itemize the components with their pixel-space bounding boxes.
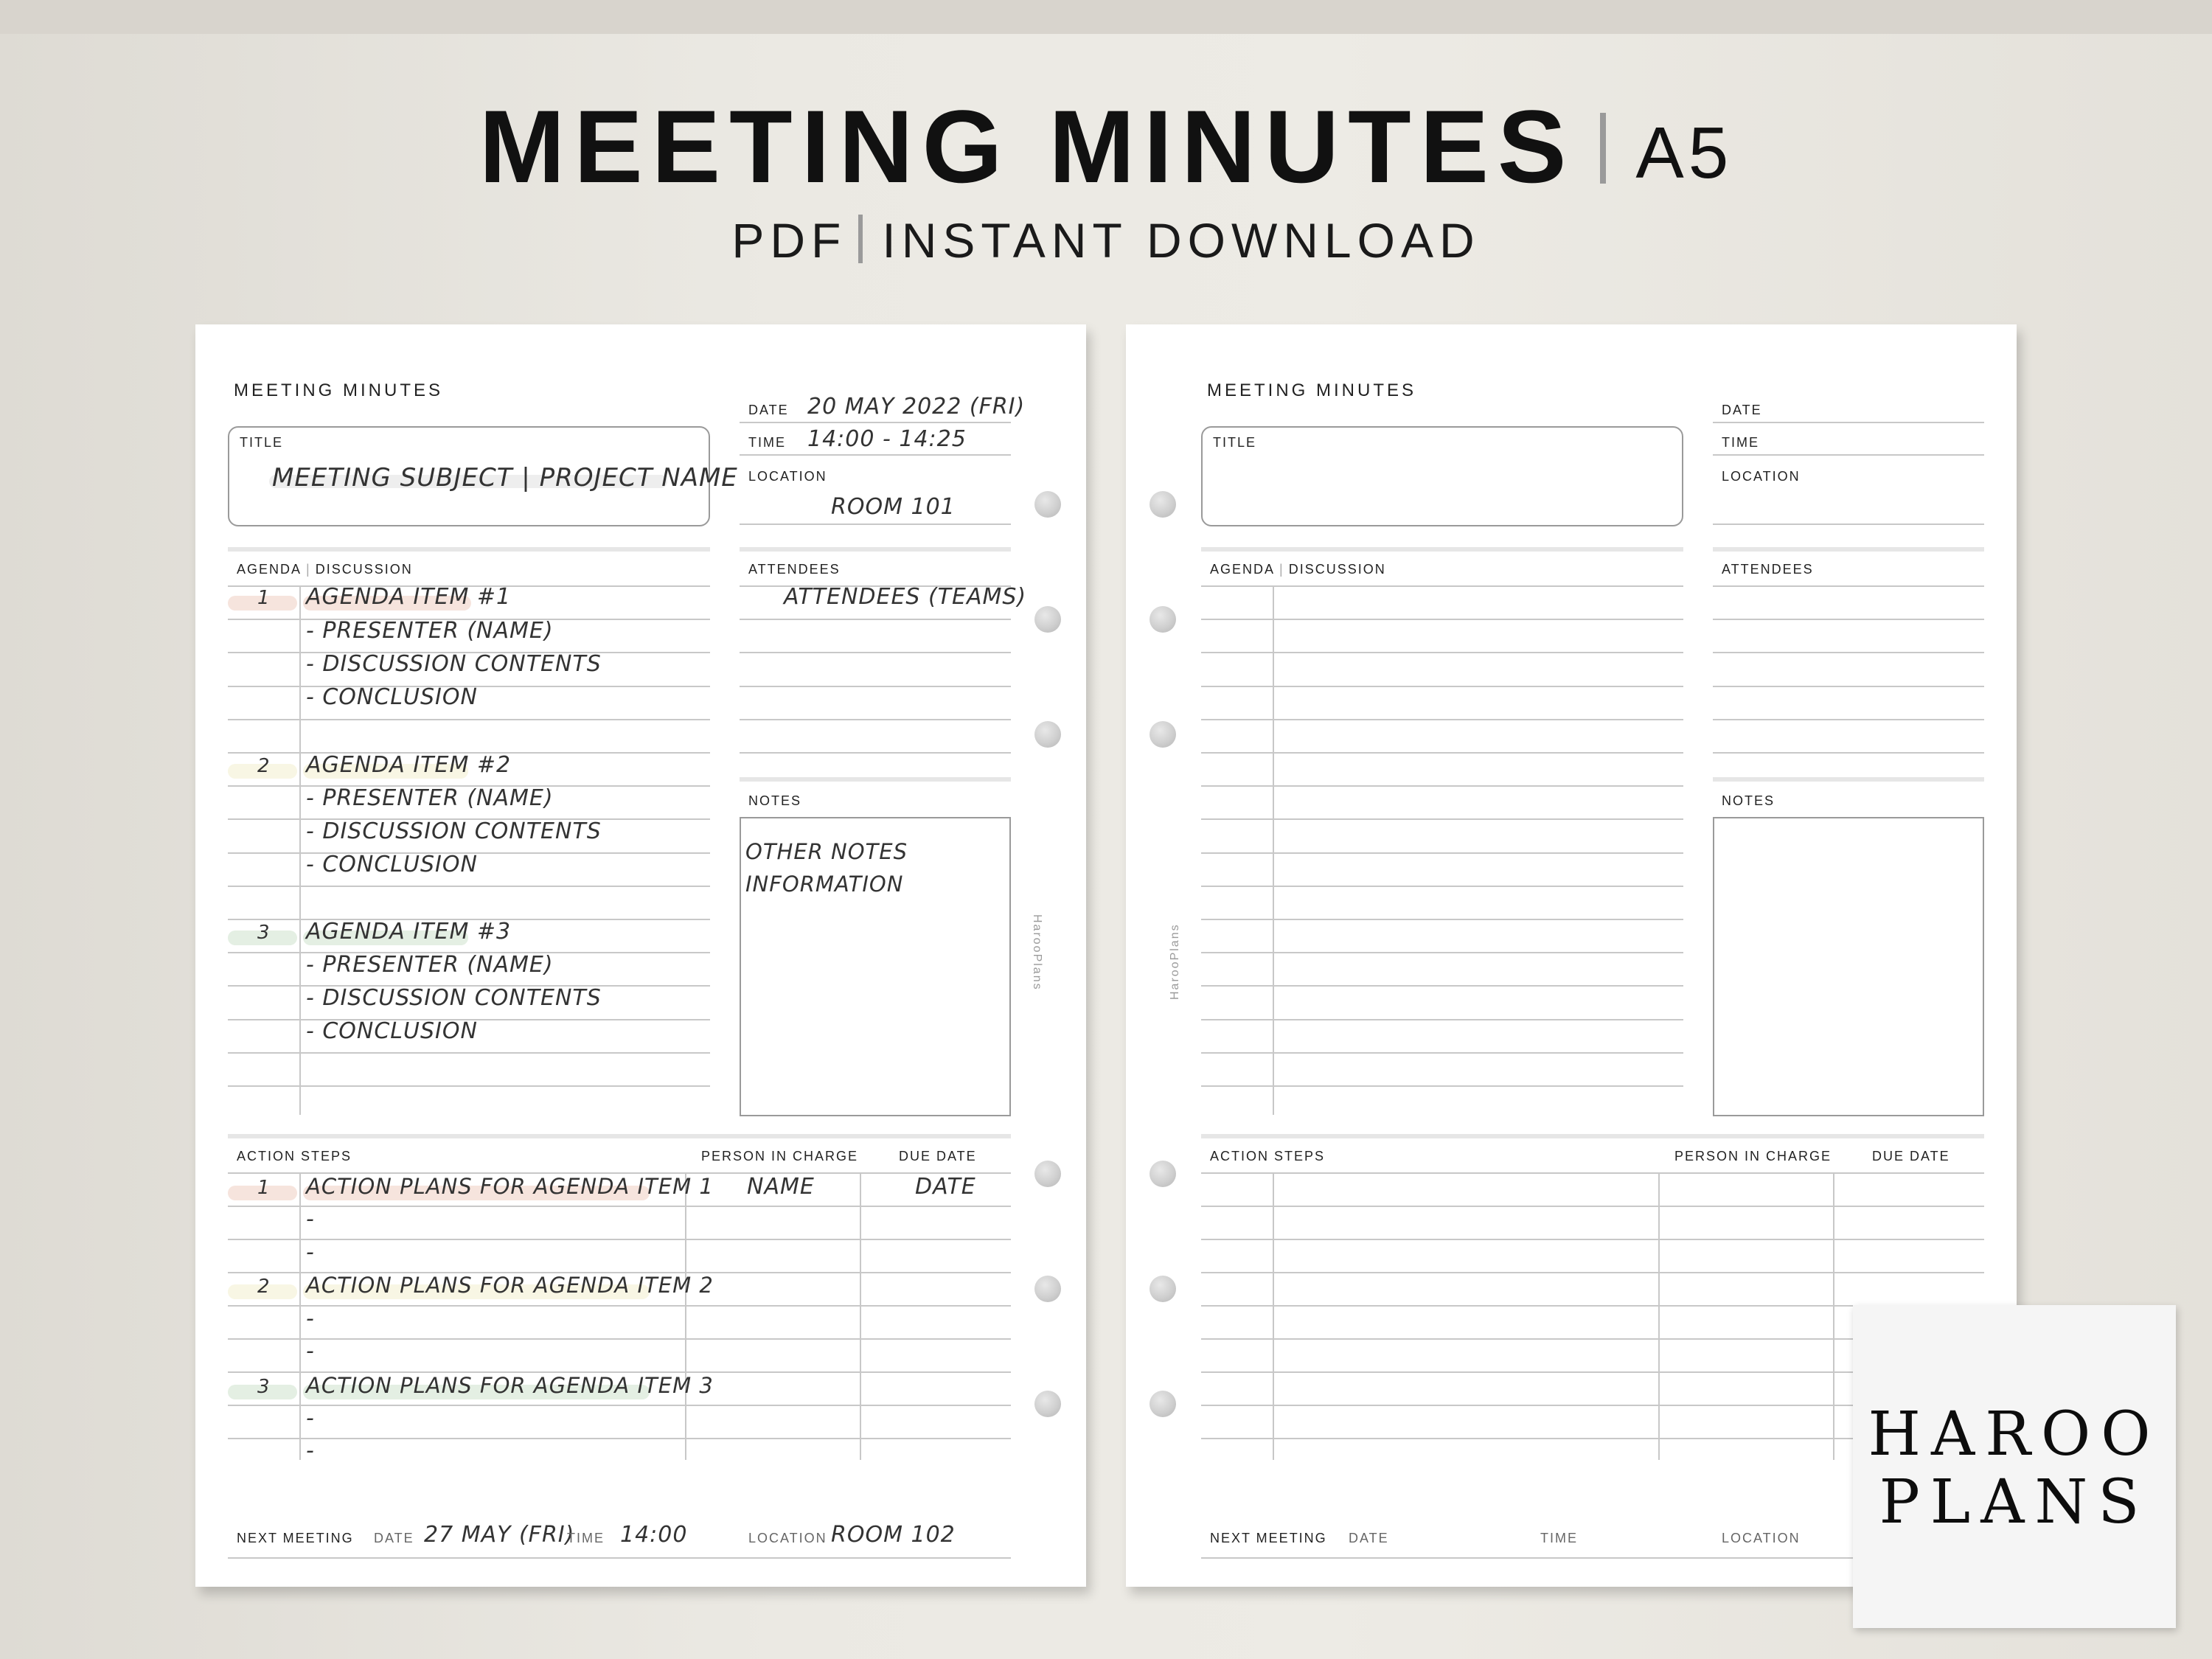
attendees-label: ATTENDEES	[748, 562, 841, 577]
binder-hole	[1150, 606, 1176, 633]
agenda-3-point-1: - PRESENTER (NAME)	[306, 952, 554, 978]
notes-line-1: OTHER NOTES	[745, 839, 908, 864]
logo-line-2: PLANS	[1879, 1467, 2150, 1537]
ruled-line	[228, 1206, 1011, 1207]
agenda-header: AGENDA | DISCUSSION	[1210, 562, 1386, 577]
action-2-number: 2	[257, 1276, 271, 1298]
headline-size: A5	[1635, 112, 1733, 193]
ruled-line	[740, 686, 1011, 687]
subheadline-separator	[858, 215, 863, 263]
person-in-charge-label: PERSON IN CHARGE	[1674, 1149, 1832, 1164]
next-location-value: ROOM 102	[831, 1522, 956, 1548]
agenda-label: AGENDA	[1210, 562, 1276, 577]
ruled-line	[1201, 1239, 1984, 1240]
date-value: 20 MAY 2022 (FRI)	[807, 394, 1026, 420]
action-2-title: ACTION PLANS FOR AGENDA ITEM 2	[306, 1273, 714, 1298]
action-1-number: 1	[257, 1177, 271, 1199]
ruled-line	[1201, 1172, 1984, 1174]
agenda-1-point-1: - PRESENTER (NAME)	[306, 618, 554, 644]
ruled-line	[1713, 686, 1984, 687]
ruled-line	[740, 652, 1011, 653]
discussion-label: DISCUSSION	[315, 562, 413, 577]
binder-hole	[1034, 1391, 1061, 1417]
agenda-label: AGENDA	[237, 562, 302, 577]
title-box	[1201, 426, 1683, 526]
page-heading: MEETING MINUTES	[1207, 380, 1417, 400]
binder-hole	[1034, 606, 1061, 633]
ruled-line	[1713, 719, 1984, 720]
actions-divider-3	[1833, 1172, 1834, 1460]
binder-hole	[1034, 1161, 1061, 1187]
actions-divider-3	[860, 1172, 861, 1460]
actions-top-rule	[228, 1134, 1011, 1138]
agenda-2-number: 2	[257, 755, 271, 777]
agenda-3-point-2: - DISCUSSION CONTENTS	[306, 985, 602, 1011]
ruled-line	[740, 619, 1011, 620]
page-headline	[0, 87, 2212, 205]
location-value: ROOM 101	[831, 494, 956, 520]
filled-sample-page	[195, 324, 1086, 1587]
ruled-line	[1201, 1206, 1984, 1207]
notes-top-rule	[1713, 777, 1984, 782]
notes-line-2: INFORMATION	[745, 872, 904, 897]
agenda-3-point-3: - CONCLUSION	[306, 1018, 478, 1044]
person-in-charge-label: PERSON IN CHARGE	[701, 1149, 859, 1164]
time-line	[1713, 454, 1984, 456]
haroo-plans-logo	[1853, 1305, 2176, 1628]
agenda-2-point-1: - PRESENTER (NAME)	[306, 785, 554, 811]
page-heading: MEETING MINUTES	[234, 380, 444, 400]
agenda-1-title: AGENDA ITEM #1	[306, 584, 512, 610]
subheadline-format: PDF	[731, 213, 847, 268]
ruled-line	[228, 1338, 1011, 1340]
binder-hole	[1034, 721, 1061, 748]
ruled-line	[1201, 1272, 1984, 1273]
agenda-2-point-2: - DISCUSSION CONTENTS	[306, 818, 602, 844]
next-meeting-label: NEXT MEETING	[237, 1531, 354, 1545]
date-line	[740, 422, 1011, 423]
agenda-2-point-3: - CONCLUSION	[306, 852, 478, 877]
agenda-divider	[1273, 585, 1274, 1115]
agenda-header: AGENDA | DISCUSSION	[237, 562, 413, 577]
ruled-line	[1713, 585, 1984, 587]
action-3-dash-2: -	[306, 1438, 315, 1464]
binder-hole	[1150, 1276, 1176, 1302]
ruled-line	[228, 1305, 1011, 1307]
agenda-1-point-2: - DISCUSSION CONTENTS	[306, 651, 602, 677]
notes-box	[1713, 817, 1984, 1116]
next-location-label: LOCATION	[748, 1531, 827, 1545]
actions-divider-1	[1273, 1172, 1274, 1460]
ruled-line	[740, 752, 1011, 754]
action-3-dash-1: -	[306, 1405, 315, 1431]
page-subheadline	[0, 212, 2212, 271]
binder-hole	[1034, 491, 1061, 518]
agenda-top-rule	[228, 547, 710, 552]
brand-vertical-text: HarooPlans	[1169, 923, 1181, 1000]
action-2-dash-2: -	[306, 1338, 315, 1364]
headline-separator	[1600, 113, 1606, 184]
logo-line-1: HAROO	[1868, 1399, 2161, 1470]
due-date-label: DUE DATE	[899, 1149, 977, 1164]
actions-divider-2	[1658, 1172, 1660, 1460]
next-time-value: 14:00	[620, 1522, 688, 1548]
ruled-line	[1713, 652, 1984, 653]
location-line	[740, 524, 1011, 525]
location-label: LOCATION	[1722, 469, 1801, 484]
action-1-dash-1: -	[306, 1206, 315, 1232]
time-value: 14:00 - 14:25	[807, 426, 967, 452]
subheadline-delivery: INSTANT DOWNLOAD	[882, 213, 1481, 268]
action-1-dash-2: -	[306, 1239, 315, 1265]
binder-hole	[1150, 1391, 1176, 1417]
next-date-label: DATE	[374, 1531, 414, 1545]
attendees-top-rule	[740, 547, 1011, 552]
binder-hole	[1150, 721, 1176, 748]
time-label: TIME	[1722, 435, 1759, 450]
agenda-2-title: AGENDA ITEM #2	[306, 752, 512, 778]
ruled-line	[228, 1239, 1011, 1240]
binder-hole	[1150, 491, 1176, 518]
time-label: TIME	[748, 435, 786, 450]
agenda-divider	[299, 585, 301, 1115]
action-1-due: DATE	[915, 1174, 976, 1200]
next-meeting-label: NEXT MEETING	[1210, 1531, 1327, 1545]
next-date-value: 27 MAY (FRI)	[424, 1522, 575, 1548]
actions-top-rule	[1201, 1134, 1984, 1138]
action-2-dash-1: -	[306, 1306, 315, 1332]
agenda-1-number: 1	[257, 587, 271, 609]
attendees-value: ATTENDEES (TEAMS)	[784, 584, 1027, 610]
date-label: DATE	[1722, 403, 1762, 417]
next-date-label: DATE	[1349, 1531, 1389, 1545]
next-location-label: LOCATION	[1722, 1531, 1801, 1545]
notes-label: NOTES	[748, 793, 802, 808]
actions-divider-2	[685, 1172, 686, 1460]
title-label: TITLE	[240, 435, 284, 450]
attendees-top-rule	[1713, 547, 1984, 552]
agenda-top-rule	[1201, 547, 1683, 552]
action-1-title: ACTION PLANS FOR AGENDA ITEM 1	[306, 1174, 714, 1199]
headline-title: MEETING MINUTES	[479, 88, 1576, 204]
next-time-label: TIME	[1540, 1531, 1578, 1545]
action-steps-label: ACTION STEPS	[237, 1149, 352, 1164]
binder-hole	[1150, 1161, 1176, 1187]
agenda-3-title: AGENDA ITEM #3	[306, 919, 512, 945]
next-time-label: TIME	[567, 1531, 605, 1545]
location-label: LOCATION	[748, 469, 827, 484]
ruled-line	[740, 719, 1011, 720]
action-3-number: 3	[257, 1376, 271, 1398]
actions-divider-1	[299, 1172, 301, 1460]
action-3-title: ACTION PLANS FOR AGENDA ITEM 3	[306, 1373, 714, 1398]
next-meeting-line	[228, 1557, 1011, 1559]
ruled-line	[1713, 752, 1984, 754]
agenda-1-point-3: - CONCLUSION	[306, 684, 478, 710]
notes-top-rule	[740, 777, 1011, 782]
due-date-label: DUE DATE	[1872, 1149, 1950, 1164]
ruled-line	[1713, 619, 1984, 620]
notes-label: NOTES	[1722, 793, 1775, 808]
binder-hole	[1034, 1276, 1061, 1302]
ruled-line	[228, 1405, 1011, 1406]
title-value: MEETING SUBJECT | PROJECT NAME	[272, 463, 738, 493]
attendees-label: ATTENDEES	[1722, 562, 1814, 577]
brand-vertical-text: HarooPlans	[1031, 914, 1043, 991]
action-1-person: NAME	[747, 1174, 815, 1200]
agenda-3-number: 3	[257, 922, 271, 944]
action-steps-label: ACTION STEPS	[1210, 1149, 1326, 1164]
ruled-line	[228, 1438, 1011, 1439]
discussion-label: DISCUSSION	[1288, 562, 1386, 577]
top-strip	[0, 0, 2212, 34]
location-line	[1713, 524, 1984, 525]
date-line	[1713, 422, 1984, 423]
title-label: TITLE	[1213, 435, 1257, 450]
date-label: DATE	[748, 403, 789, 417]
time-line	[740, 454, 1011, 456]
